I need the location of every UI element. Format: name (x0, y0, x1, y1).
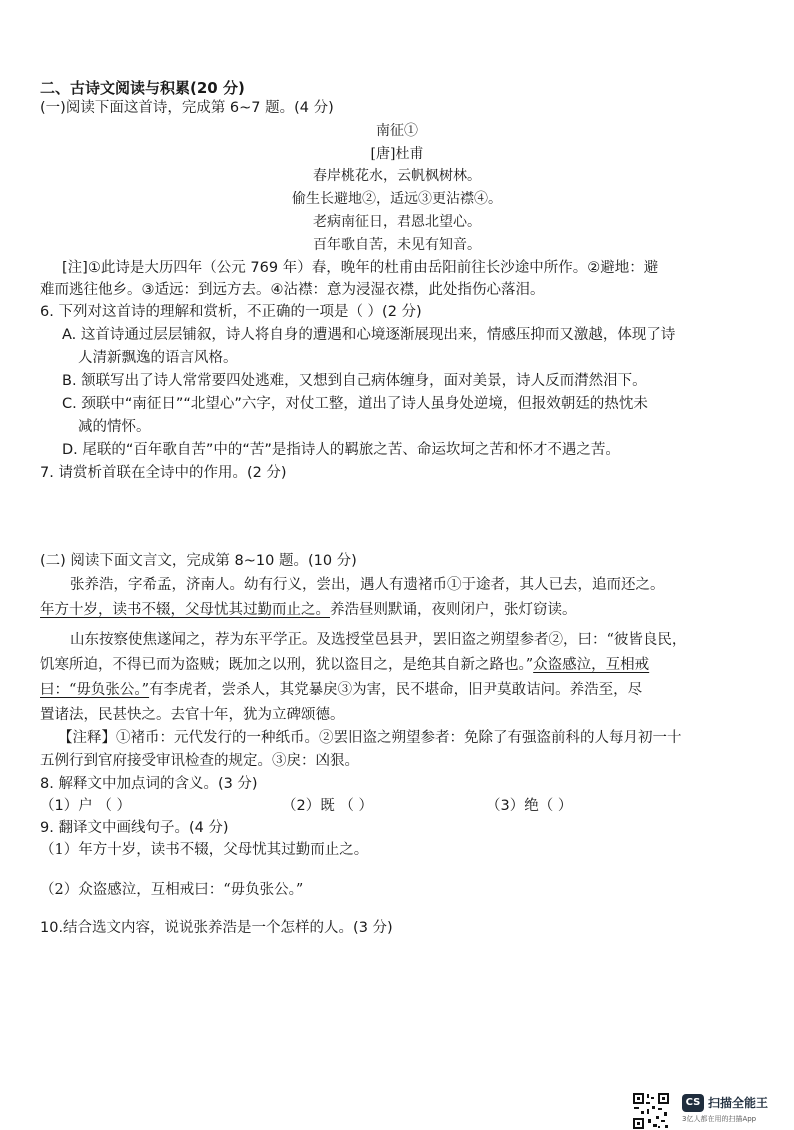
section-title: 二、古诗文阅读与积累(20 分) (40, 79, 245, 97)
question-8-stem: 8. 解释文中加点词的含义。(3 分) (40, 776, 258, 792)
passage-p2-line-4: 置诸法，民甚快之。去官十年，犹为立碑颂德。 (40, 707, 345, 723)
question-6-stem: 6. 下列对这首诗的理解和赏析，不正确的一项是（ ）(2 分) (40, 304, 422, 320)
scanner-app-name: 扫描全能王 (708, 1096, 769, 1110)
scanner-tagline: 3亿人都在用的扫描App (682, 1115, 757, 1123)
question-8-item-2: （2）既 （ ） (282, 798, 373, 814)
question-6-option-c-cont: 减的情怀。 (78, 419, 151, 435)
scanner-watermark (632, 1092, 792, 1122)
passage-p2-line-3-rest: 有李虎者，尝杀人，其党暴戾③为害，民不堪命，旧尹莫敢诘问。养浩至，尽 (149, 682, 643, 698)
underlined-sentence-2b: 曰：“毋负张公。” (40, 682, 150, 698)
question-6-option-d: D. 尾联的“百年歌自苦”中的“苦”是指诗人的羁旅之苦、命运坎坷之苦和怀才不遇之苦。 (62, 442, 620, 458)
question-9-stem: 9. 翻译文中画线句子。(4 分) (40, 820, 229, 836)
question-10: 10.结合选文内容，说说张养浩是一个怎样的人。(3 分) (40, 920, 393, 936)
passage-p2-line-3 (40, 680, 642, 700)
passage-note-line-2: 五例行到官府接受审讯检查的规定。③戾：凶狠。 (40, 753, 359, 769)
question-8-item-3: （3）绝（ ） (486, 798, 573, 814)
qr-code-icon (632, 1092, 670, 1130)
poem-title: 南征① (376, 123, 418, 139)
underlined-sentence-2a: 众盗感泣，互相戒 (533, 657, 650, 673)
camscanner-logo: CS (682, 1094, 704, 1112)
passage-p1-line-1: 张养浩，字希孟，济南人。幼有行义，尝出，遇人有遗褚币①于途者，其人已去，追而还之。 (70, 577, 665, 593)
question-9-sentence-1: （1）年方十岁，读书不辍，父母忧其过勤而止之。 (40, 842, 369, 858)
passage-p2-line-2-start: 饥寒所迫，不得已而为盗贼；既加之以刑，犹以盗目之，是绝其自新之路也。” (40, 657, 534, 673)
part2-intro: (二) 阅读下面文言文，完成第 8~10 题。(10 分) (40, 553, 357, 569)
poem-note-line-1: [注]①此诗是大历四年（公元 769 年）春，晚年的杜甫由岳阳前往长沙途中所作。②避地：避 (62, 260, 659, 276)
poem-author: [唐]杜甫 (370, 146, 424, 162)
passage-p1-line-2-rest: 养浩昼则默诵，夜则闭户，张灯窃读。 (330, 602, 577, 618)
question-6-option-b: B. 颔联写出了诗人常常要四处逃难，又想到自己病体缠身，面对美景，诗人反而潸然泪下。 (62, 373, 647, 389)
underlined-sentence-1: 年方十岁，读书不辍，父母忧其过勤而止之。 (40, 602, 330, 618)
passage-p2-line-2 (40, 655, 649, 675)
question-6-option-c: C. 颈联中“南征日”“北望心”六字，对仗工整，道出了诗人虽身处逆境，但报效朝廷的热忱未 (62, 396, 648, 412)
question-9-sentence-2: （2）众盗感泣，互相戒曰：“毋负张公。” (40, 882, 304, 898)
poem-line-1: 春岸桃花水，云帆枫树林。 (313, 168, 481, 184)
passage-p2-line-1: 山东按察使焦遂闻之，荐为东平学正。及选授堂邑县尹，罢旧盗之朔望参者②，曰：“彼皆良民， (70, 632, 687, 648)
question-6-option-a: A. 这首诗通过层层铺叙，诗人将自身的遭遇和心境逐渐展现出来，情感压抑而又激越，体现了诗 (62, 327, 676, 343)
passage-p1-line-2 (40, 600, 577, 620)
question-7: 7. 请赏析首联在全诗中的作用。(2 分) (40, 465, 287, 481)
poem-note-line-2: 难而逃往他乡。③适远：到远方去。④沾襟：意为浸湿衣襟，此处指伤心落泪。 (40, 282, 545, 298)
passage-note-line-1: 【注释】①褚币：元代发行的一种纸币。②罢旧盗之朔望参者：免除了有强盗前科的人每月初一十 (58, 730, 682, 746)
poem-line-3: 老病南征日，君恩北望心。 (313, 214, 481, 230)
poem-line-4: 百年歌自苦，未见有知音。 (313, 237, 481, 253)
part1-intro: (一)阅读下面这首诗，完成第 6~7 题。(4 分) (40, 100, 334, 116)
question-6-option-a-cont: 人清新飘逸的语言风格。 (78, 350, 238, 366)
poem-line-2: 偷生长避地②，适远③更沾襟④。 (292, 191, 502, 207)
question-8-item-1: （1）户 （ ） (40, 798, 131, 814)
